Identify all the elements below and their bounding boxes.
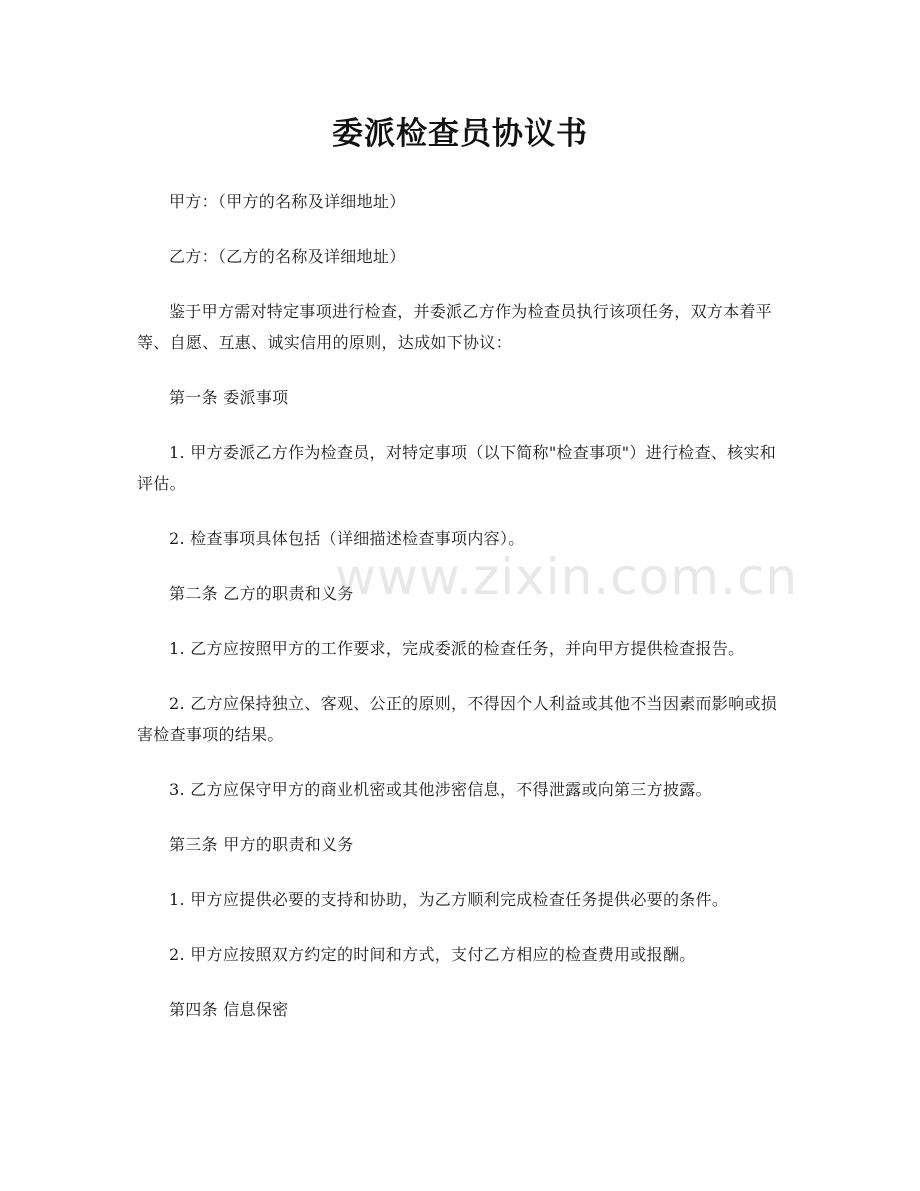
preamble-paragraph: 鉴于甲方需对特定事项进行检查，并委派乙方作为检查员执行该项任务，双方本着平等、自愿、互惠、诚实信用的原则，达成如下协议： [137,302,773,352]
watermark-text: www.zixin.com.cn [335,548,799,606]
article-3-clause-2: 2. 甲方应按照双方约定的时间和方式，支付乙方相应的检查费用或报酬。 [169,945,696,964]
party-b-line: 乙方：（乙方的名称及详细地址） [169,247,406,266]
article-2-clause-3: 3. 乙方应保守甲方的商业机密或其他涉密信息，不得泄露或向第三方披露。 [169,780,712,799]
article-2-clause-2: 2. 乙方应保持独立、客观、公正的原则，不得因个人利益或其他不当因素而影响或损害检查事项的结果。 [137,694,778,744]
party-a-line: 甲方：（甲方的名称及详细地址） [169,192,406,211]
document-title: 委派检查员协议书 [332,116,588,152]
article-2-heading: 第二条 乙方的职责和义务 [169,584,354,603]
article-1-heading: 第一条 委派事项 [169,388,289,407]
article-3-heading: 第三条 甲方的职责和义务 [169,835,354,854]
article-2-clause-1: 1. 乙方应按照甲方的工作要求，完成委派的检查任务，并向甲方提供检查报告。 [169,639,745,658]
article-1-clause-2: 2. 检查事项具体包括（详细描述检查事项内容）。 [169,529,525,548]
article-1-clause-1: 1. 甲方委派乙方作为检查员，对特定事项（以下简称"检查事项"）进行检查、核实和评估。 [137,443,777,493]
article-3-clause-1: 1. 甲方应提供必要的支持和协助，为乙方顺利完成检查任务提供必要的条件。 [169,890,729,909]
article-4-heading: 第四条 信息保密 [169,1000,289,1019]
document-body [137,186,783,1049]
